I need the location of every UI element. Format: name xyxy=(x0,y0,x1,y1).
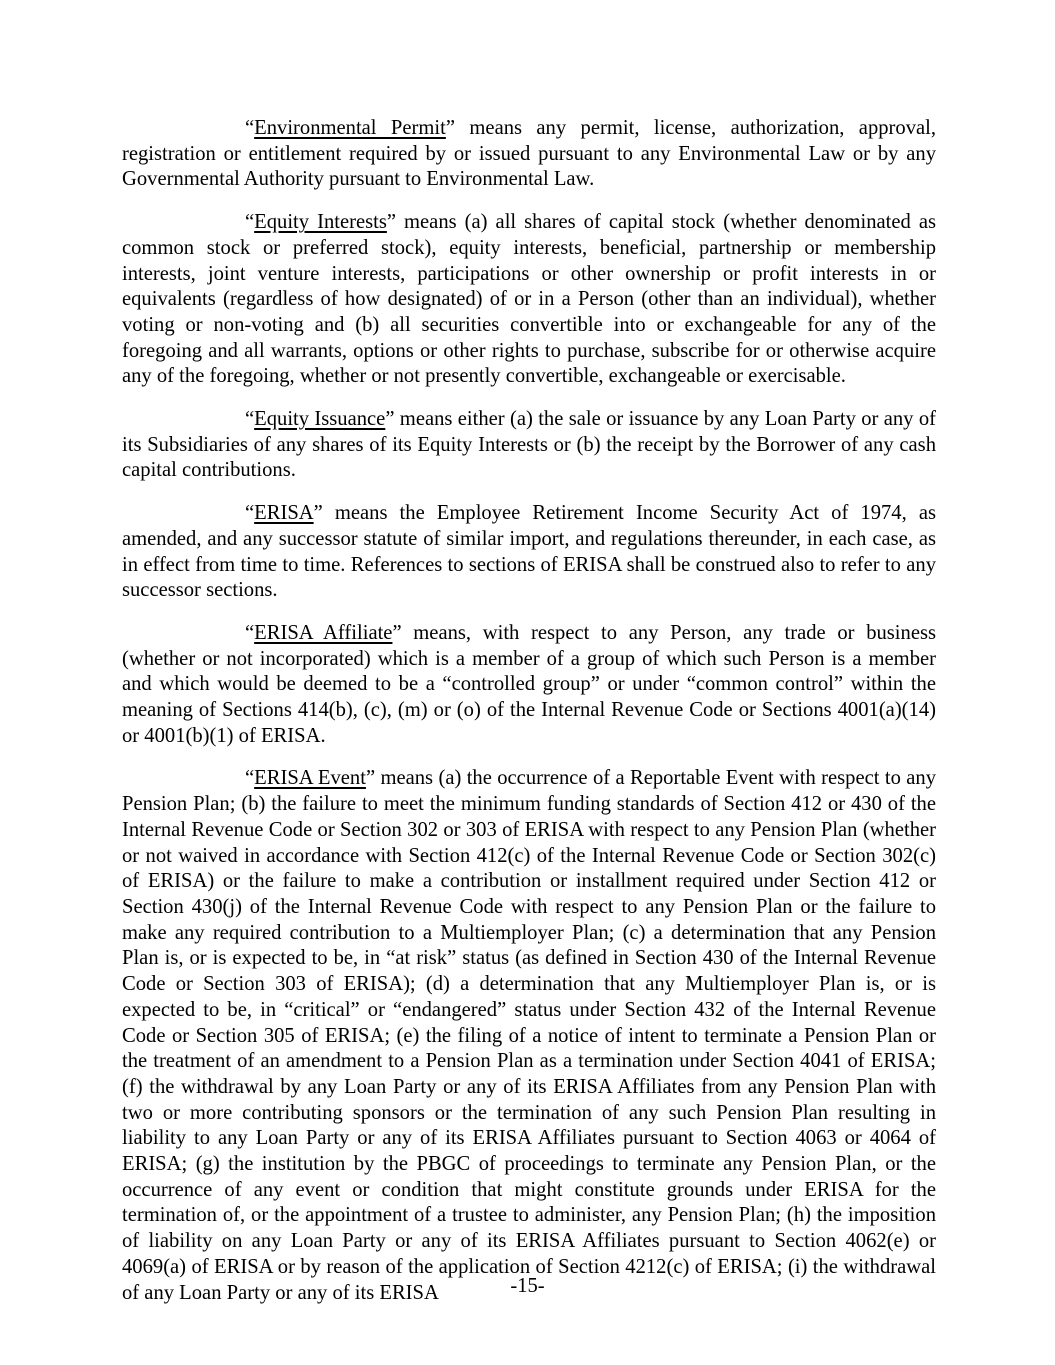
definition-paragraph-equity-issuance xyxy=(122,407,936,484)
definition-paragraph-erisa-event xyxy=(122,766,936,1306)
open-quote: “ xyxy=(245,502,255,525)
paragraph-text: ” means either (a) the sale or issuance by any Loan Party or any of its Subsidiaries of any shares of its Equity Interests or (b) the receipt by the Borrower of any cash capital contributions. xyxy=(122,408,936,482)
defined-term: Equity Issuance xyxy=(254,408,386,431)
document-body xyxy=(122,116,936,1306)
open-quote: “ xyxy=(245,117,255,139)
definition-paragraph-erisa xyxy=(122,501,936,604)
defined-term: ERISA Event xyxy=(254,767,366,790)
paragraph-text: ” means (a) all shares of capital stock (whether denominated as common stock or preferred stock), equity interests, beneficial, partnership or membership interests, joint venture interests, participations or other ownership or profit interests in or equivalents (regardless of how designated) of or in a Person (other than an individual), whether voting or non-voting and (b) all securities convertible into or exchangeable for any of the foregoing and all warrants, options or other rights to purchase, subscribe for or otherwise acquire any of the foregoing, whether or not presently convertible, exchangeable or exercisable. xyxy=(122,211,937,388)
page-number: -15- xyxy=(510,1275,545,1297)
open-quote: “ xyxy=(245,767,255,790)
open-quote: “ xyxy=(245,408,255,431)
open-quote: “ xyxy=(245,211,255,234)
defined-term: ERISA xyxy=(254,502,314,525)
paragraph-text: ” means, with respect to any Person, any trade or business (whether or not incorporated) which is a member of a group of which such Person is a member and which would be deemed to be a “controlled group” or under “common control” within the meaning of Sections 414(b), (c), (m) or (o) of the Internal Revenue Code or Sections 4001(a)(14) or 4001(b)(1) of ERISA. xyxy=(122,621,936,747)
paragraph-text: ” means the Employee Retirement Income Security Act of 1974, as amended, and any successor statute of similar import, and regulations thereunder, in each case, as in effect from time to time. References to sections of ERISA shall be construed also to refer to any successor sections. xyxy=(122,502,936,602)
paragraph-text: ” means any permit, license, authorization, approval, registration or entitlement required by or issued pursuant to any Environmental Law or by any Governmental Authority pursuant to Environmental Law. xyxy=(122,117,937,191)
definition-paragraph-environmental-permit xyxy=(122,116,936,193)
definition-paragraph-equity-interests xyxy=(122,210,936,390)
defined-term: Equity Interests xyxy=(254,211,387,234)
paragraph-text: ” means (a) the occurrence of a Reportable Event with respect to any Pension Plan; (b) the failure to meet the minimum funding standards of Section 412 or 430 of the Internal Revenue Code or Section 302 or 303 of ERISA with respect to any Pension Plan (whether or not waived in accordance with Section 412(c) of the Internal Revenue Code or Section 302(c) of ERISA) or the failure to make a contribution or installment required under Section 412 or Section 430(j) of the Internal Revenue Code with respect to any Pension Plan or the failure to make any required contribution to a Multiemployer Plan; (c) a determination that any Pension Plan is, or is expected to be, in “at risk” status (as defined in Section 430 of the Internal Revenue Code or Section 303 of ERISA); (d) a determination that any Multiemployer Plan is, or is expected to be, in “critical” or “endangered” status under Section 432 of the Internal Revenue Code or Section 305 of ERISA; (e) the filing of a notice of intent to terminate a Pension Plan or the treatment of an amendment to a Pension Plan as a termination under Section 4041 of ERISA; (f) the withdrawal by any Loan Party or any of its ERISA Affiliates from any Pension Plan with two or more contributing sponsors or the termination of any such Pension Plan resulting in liability to any Loan Party or any of its ERISA Affiliates pursuant to Section 4063 or 4064 of ERISA; (g) the institution by the PBGC of proceedings to terminate any Pension Plan, or the occurrence of any event or condition that might constitute grounds under ERISA for the termination of, or the appointment of a trustee to administer, any Pension Plan; (h) the imposition of liability on any Loan Party or any of its ERISA Affiliates pursuant to Section 4062(e) or 4069(a) of ERISA or by reason of the application of Section 4212(c) of ERISA; (i) the withdrawal of any Loan Party or any of its ERISA xyxy=(122,767,937,1304)
defined-term: ERISA Affiliate xyxy=(254,621,393,644)
defined-term: Environmental Permit xyxy=(254,117,446,139)
open-quote: “ xyxy=(245,621,255,644)
definition-paragraph-erisa-affiliate xyxy=(122,621,936,750)
